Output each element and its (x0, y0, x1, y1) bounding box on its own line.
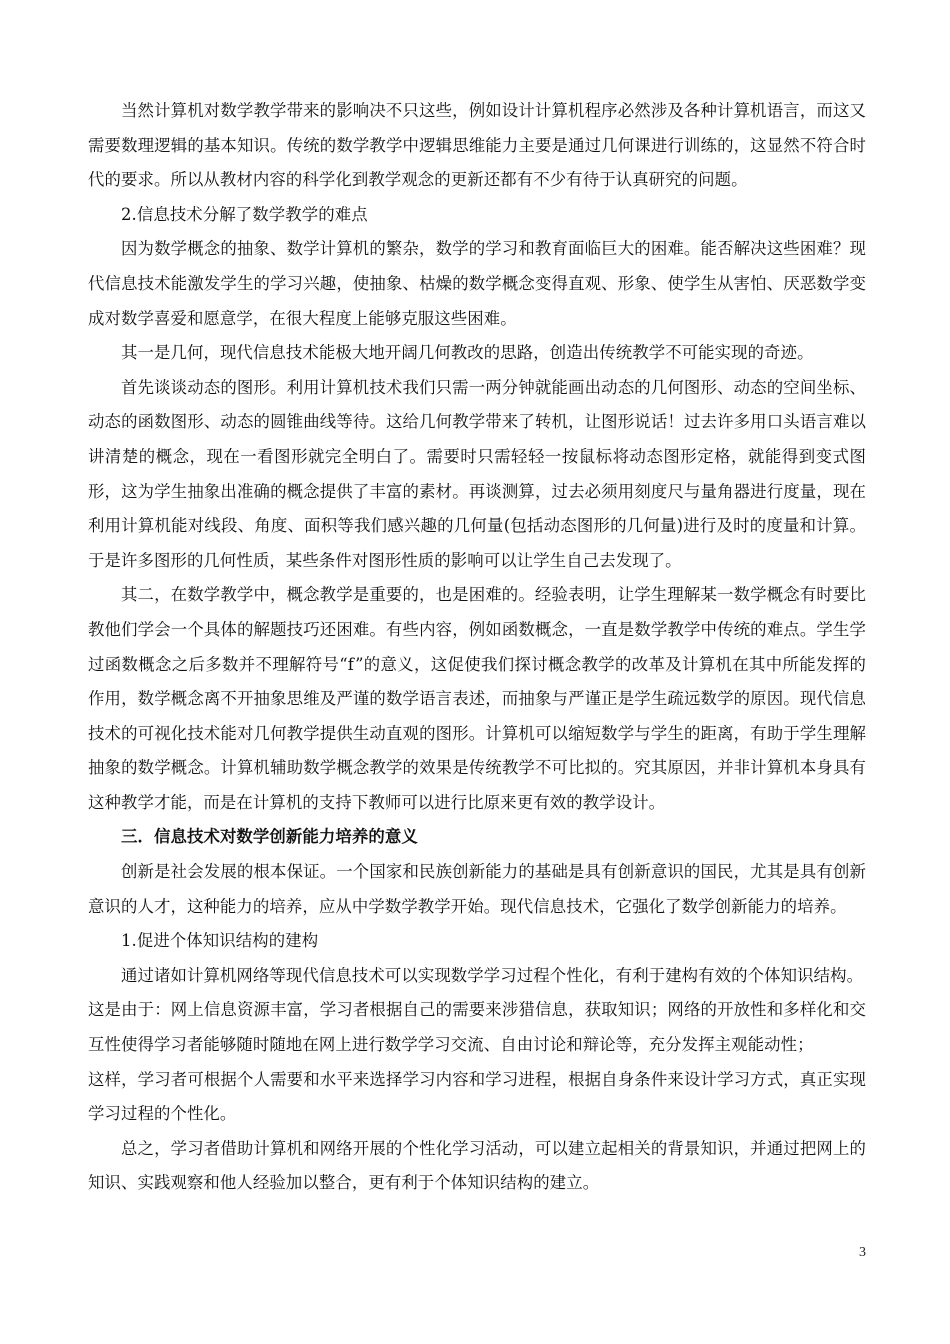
paragraph-concept-teaching: 其二，在数学教学中，概念教学是重要的，也是困难的。经验表明，让学生理解某一数学概念有时要比教他们学会一个具体的解题技巧还困难。有些内容，例如函数概念，一直是数学教学中传统的难点。学生学过函数概念之后多数并不理解符号“f”的意义，这促使我们探讨概念教学的改革及计算机在其中所能发挥的作用，数学概念离不开抽象思维及严谨的数学语言表述，而抽象与严谨正是学生疏远数学的原因。现代信息技术的可视化技术能对几何教学提供生动直观的图形。计算机可以缩短数学与学生的距离，有助于学生理解抽象的数学概念。计算机辅助数学概念教学的效果是传统教学不可比拟的。究其原因，并非计算机本身具有这种教学才能，而是在计算机的支持下教师可以进行比原来更有效的教学设计。 (88, 585, 866, 812)
document-body (88, 94, 866, 1201)
paragraph-computer-impact: 当然计算机对数学教学带来的影响决不只这些，例如设计计算机程序必然涉及各种计算机语言，而这又需要数理逻辑的基本知识。传统的数学教学中逻辑思维能力主要是通过几何课进行训练的，这显然不符合时代的要求。所以从教材内容的科学化到教学观念的更新还都有不少有待于认真研究的问题。 (88, 101, 866, 190)
paragraph-dynamic-graphics: 首先谈谈动态的图形。利用计算机技术我们只需一两分钟就能画出动态的几何图形、动态的空间坐标、动态的函数图形、动态的圆锥曲线等待。这给几何教学带来了转机，让图形说话！过去许多用口头语言难以讲清楚的概念，现在一看图形就完全明白了。需要时只需轻轻一按鼠标将动态图形定格，就能得到变式图形，这为学生抽象出准确的概念提供了丰富的素材。再谈测算，过去必须用刻度尺与量角器进行度量，现在利用计算机能对线段、角度、面积等我们感兴趣的几何量(包括动态图形的几何量)进行及时的度量和计算。于是许多图形的几何性质，某些条件对图形性质的影响可以让学生自己去发现了。 (88, 377, 866, 570)
paragraph-reasons: 这是由于：网上信息资源丰富，学习者根据自己的需要来涉猎信息，获取知识；网络的开放性和多样化和交互性使得学习者能够随时随地在网上进行数学学习交流、自由讨论和辩论等，充分发挥主观能动性； (88, 1000, 866, 1055)
section-heading-innovation: 三．信息技术对数学创新能力培养的意义 (121, 827, 418, 847)
paragraph-network-personalization: 通过诸如计算机网络等现代信息技术可以实现数学学习过程个性化，有利于建构有效的个体知识结构。 (121, 965, 864, 985)
paragraph-conclusion: 总之，学习者借助计算机和网络开展的个性化学习活动，可以建立起相关的背景知识，并通过把网上的知识、实践观察和他人经验加以整合，更有利于个体知识结构的建立。 (88, 1138, 866, 1193)
paragraph-innovation: 创新是社会发展的根本保证。一个国家和民族创新能力的基础是具有创新意识的国民，尤其是具有创新意识的人才，这种能力的培养，应从中学数学教学开始。现代信息技术，它强化了数学创新能力的培养。 (88, 862, 866, 916)
subheading-difficulty: 2.信息技术分解了数学教学的难点 (121, 204, 368, 224)
paragraph-individualized: 这样，学习者可根据个人需要和水平来选择学习内容和学习进程，根据自身条件来设计学习方式，真正实现学习过程的个性化。 (88, 1069, 866, 1124)
paragraph-abstract-concepts: 因为数学概念的抽象、数学计算机的繁杂，数学的学习和教育面临巨大的困难。能否解决这些困难？现代信息技术能激发学生的学习兴趣，使抽象、枯燥的数学概念变得直观、形象、使学生从害怕、厌恶数学变成对数学喜爱和愿意学，在很大程度上能够克服这些困难。 (88, 239, 866, 328)
subheading-knowledge-structure: 1.促进个体知识结构的建构 (121, 931, 319, 951)
page-number: 3 (859, 1245, 866, 1260)
paragraph-geometry: 其一是几何，现代信息技术能极大地开阔几何教改的思路，创造出传统教学不可能实现的奇迹。 (121, 343, 814, 363)
